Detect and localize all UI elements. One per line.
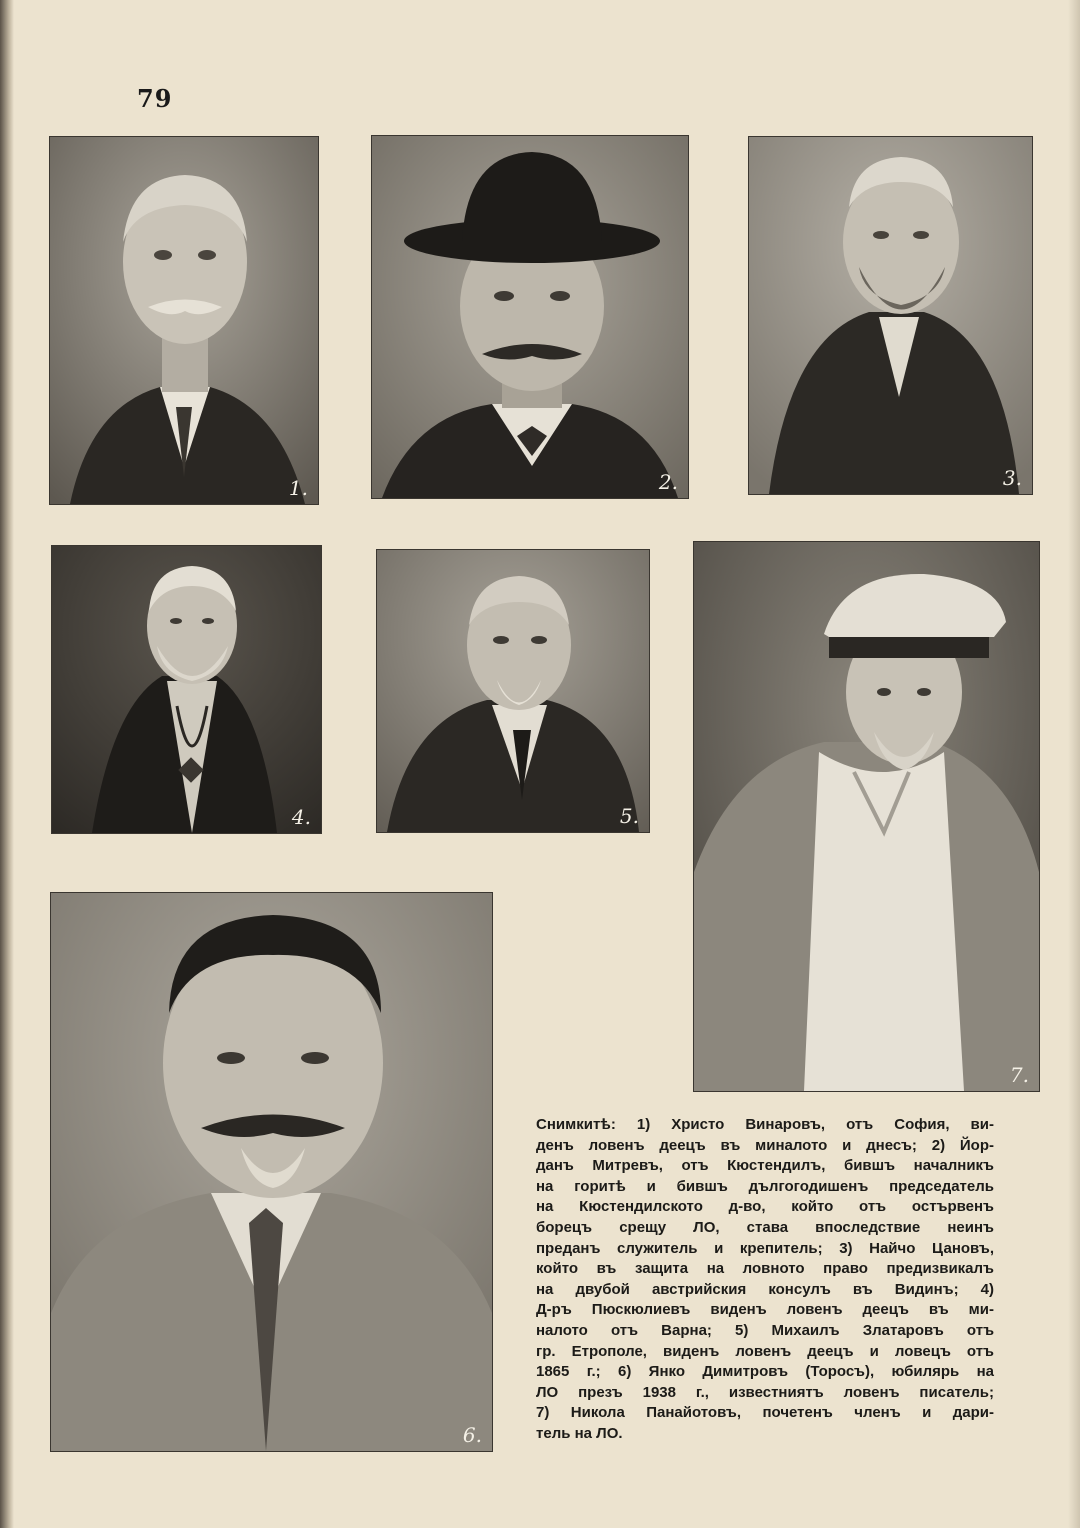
portrait-1-image xyxy=(50,137,318,504)
page-number: 79 xyxy=(137,84,173,113)
photo-number-2: 2. xyxy=(658,470,678,494)
caption-line: 1865 г.; 6) Янко Димитровъ (Торосъ), юбилярь на xyxy=(536,1363,994,1381)
portrait-2-image xyxy=(372,136,688,498)
page-spine-shadow xyxy=(0,0,14,1528)
caption-line: на горитѣ и бившъ дългогодишенъ председатель xyxy=(536,1177,994,1195)
caption-line: гр. Етрополе, виденъ ловенъ деецъ и ловецъ отъ xyxy=(536,1342,994,1360)
photo-caption xyxy=(536,1115,994,1445)
portrait-photo-1 xyxy=(50,137,318,504)
caption-line: ЛО презъ 1938 г., известниятъ ловенъ писатель; xyxy=(536,1383,994,1401)
portrait-photo-3 xyxy=(749,137,1032,494)
caption-line: Снимкитѣ: 1) Христо Винаровъ, отъ София, ви- xyxy=(536,1116,994,1133)
photo-number-7: 7. xyxy=(1009,1063,1029,1087)
portrait-photo-7 xyxy=(694,542,1039,1091)
portrait-3-image xyxy=(749,137,1032,494)
page-right-edge xyxy=(1068,0,1080,1528)
caption-line: денъ ловенъ деецъ въ миналото и днесъ; 2) Йор- xyxy=(536,1136,994,1154)
photo-number-4: 4. xyxy=(291,805,311,829)
portrait-photo-2 xyxy=(372,136,688,498)
portrait-4-image xyxy=(52,546,321,833)
photo-number-3: 3. xyxy=(1002,466,1022,490)
caption-line: който въ защита на ловното право предизвикалъ xyxy=(536,1260,994,1278)
caption-line: налото отъ Варна; 5) Михаилъ Златаровъ отъ xyxy=(536,1321,994,1339)
portrait-photo-6 xyxy=(51,893,492,1451)
caption-line: на двубой австрийския консулъ въ Видинъ; 4) xyxy=(536,1280,994,1298)
caption-line: борецъ срещу ЛО, става впоследствие неинъ xyxy=(536,1218,994,1236)
photo-number-6: 6. xyxy=(462,1423,482,1447)
photo-number-5: 5. xyxy=(619,804,639,828)
caption-line: данъ Митревъ, отъ Кюстендилъ, бившъ началникъ xyxy=(536,1157,994,1175)
caption-line: на Кюстендилското д-во, който отъ остървенъ xyxy=(536,1198,994,1216)
caption-line: преданъ служитель и крепитель; 3) Найчо Цановъ, xyxy=(536,1239,994,1257)
caption-line: тель на ЛО. xyxy=(536,1424,623,1442)
portrait-photo-4 xyxy=(52,546,321,833)
portrait-photo-5 xyxy=(377,550,649,832)
caption-line: Д-ръ Пюскюлиевъ виденъ ловенъ деецъ въ ми- xyxy=(536,1301,994,1319)
portrait-7-image xyxy=(694,542,1039,1091)
photo-number-1: 1. xyxy=(288,476,308,500)
portrait-6-image xyxy=(51,893,492,1451)
portrait-5-image xyxy=(377,550,649,832)
caption-line: 7) Никола Панайотовъ, почетенъ членъ и дари- xyxy=(536,1404,994,1422)
